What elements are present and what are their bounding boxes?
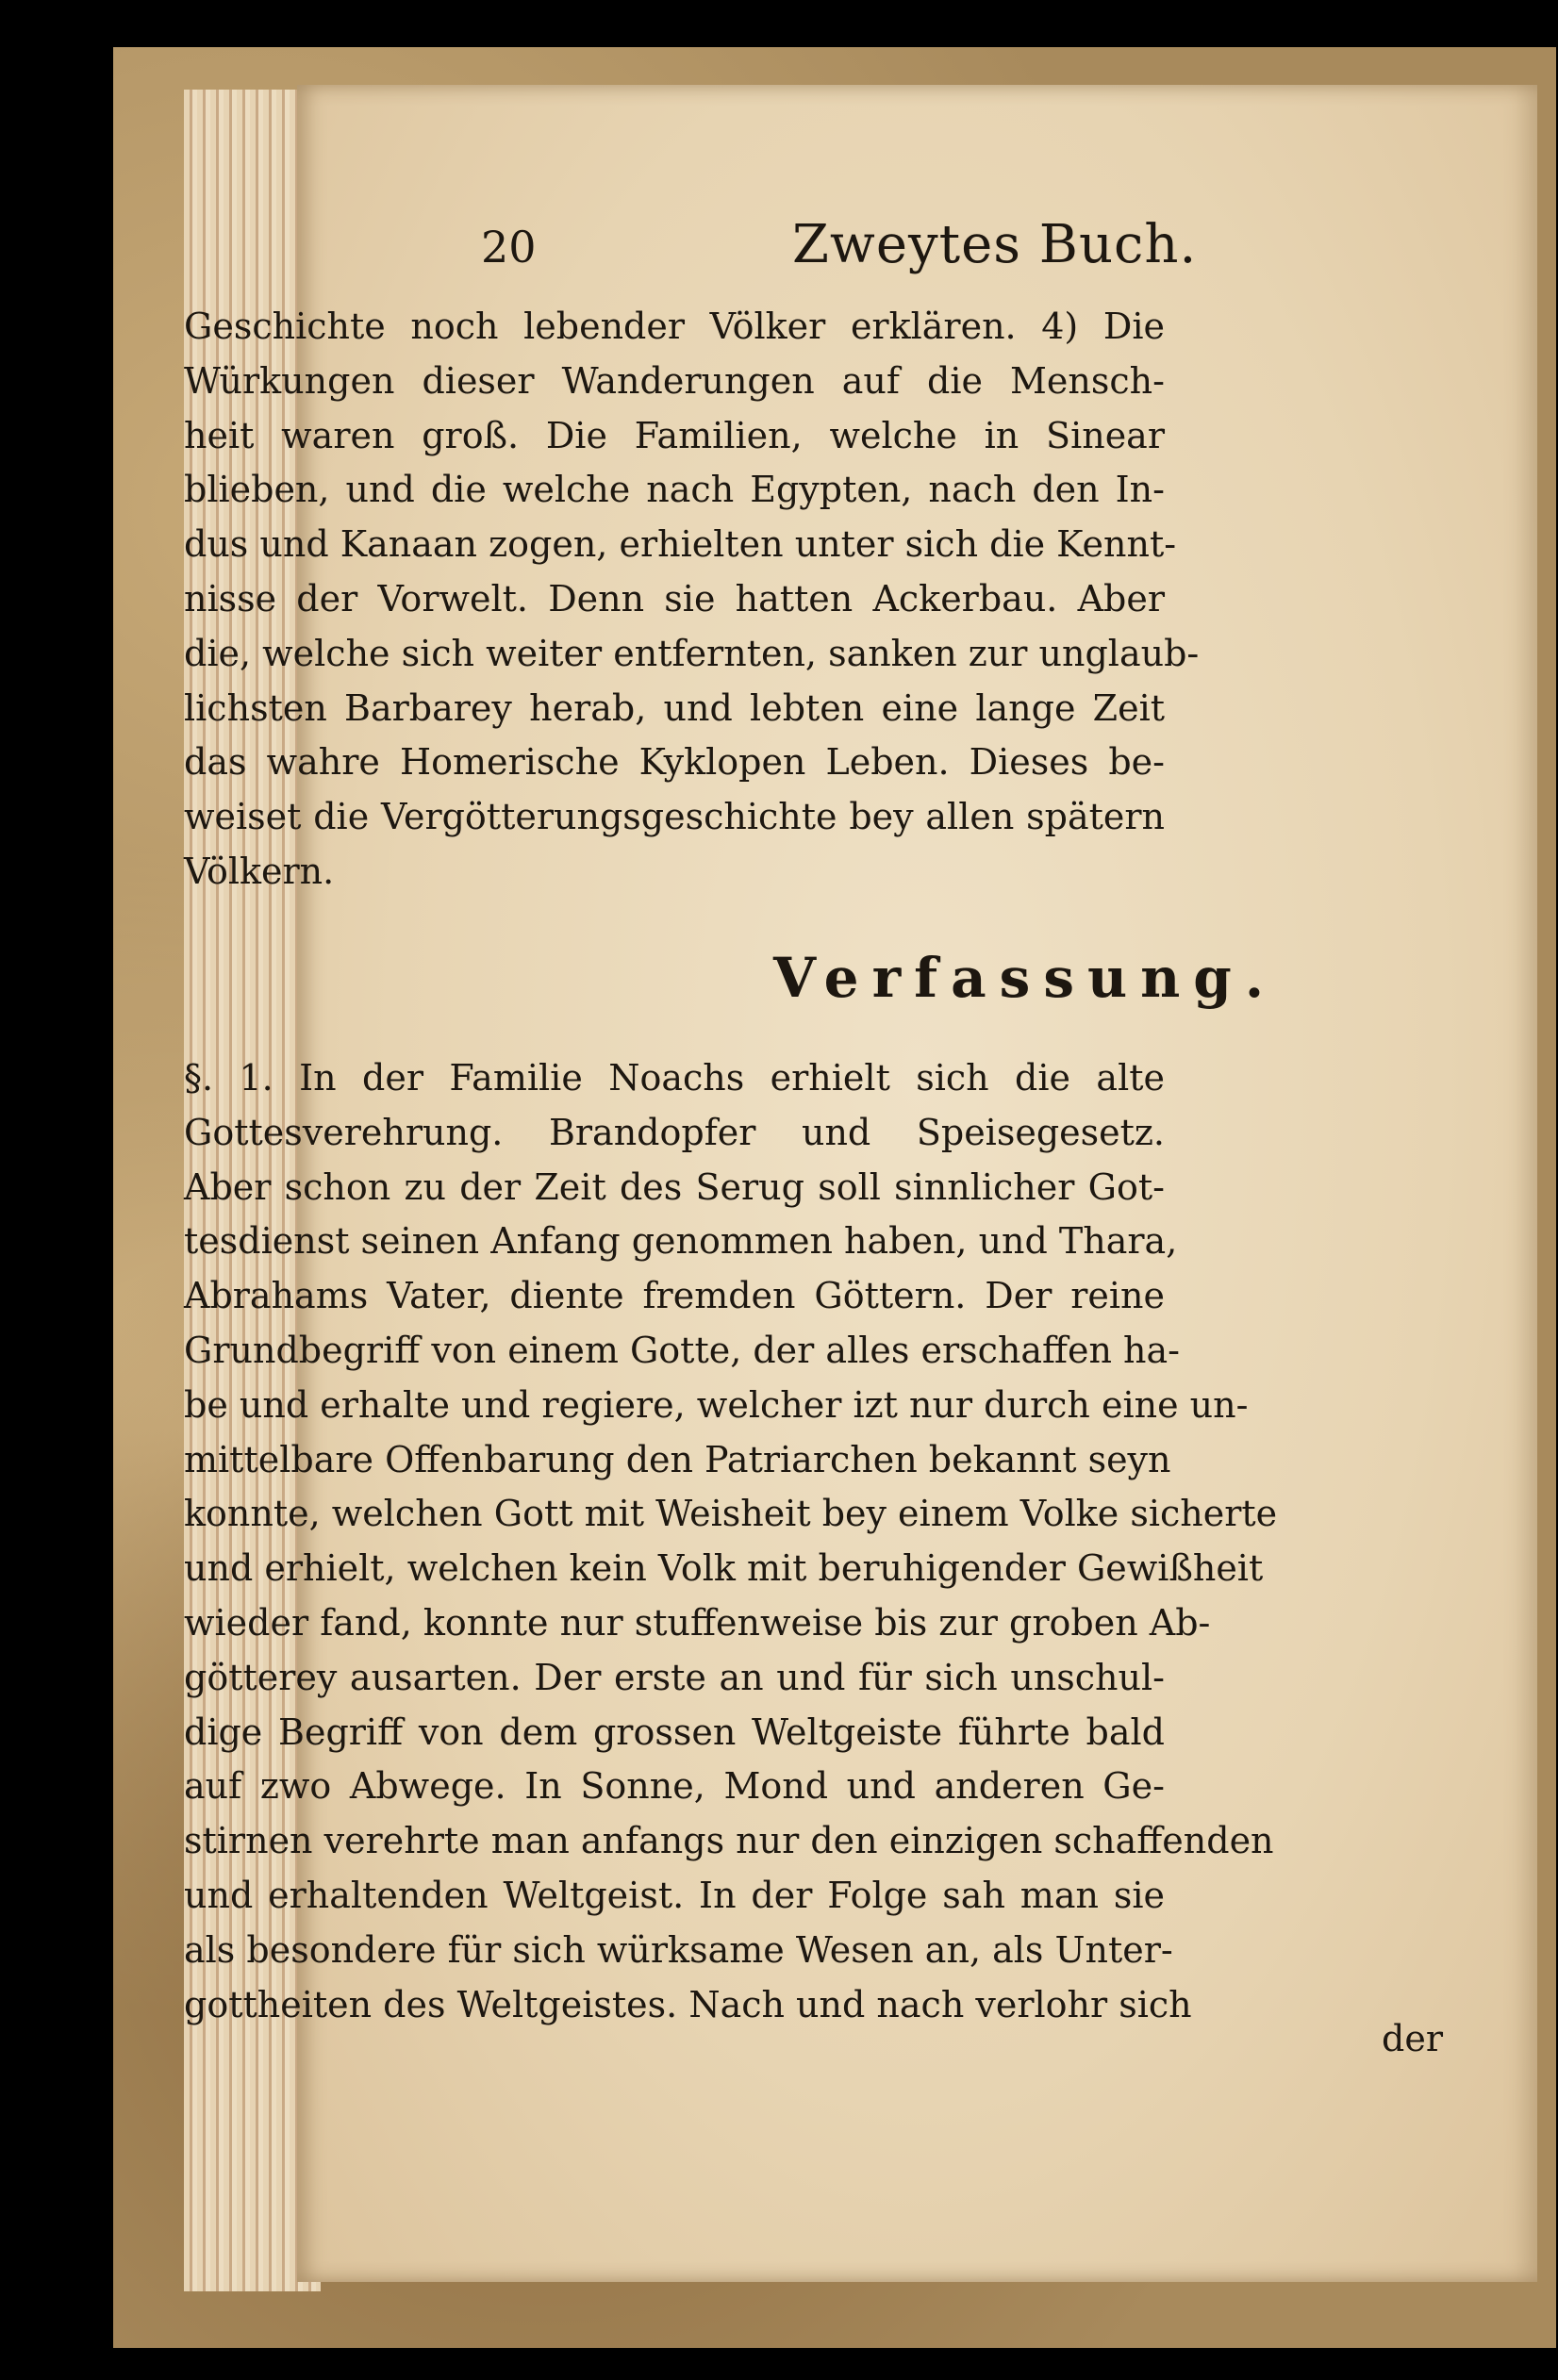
text-line: gottheiten des Weltgeistes. Nach und nach verlohr sich bbox=[184, 1983, 1192, 2025]
text-line: dus und Kanaan zogen, erhielten unter sich die Kennt- bbox=[184, 523, 1177, 566]
text-line: heit waren groß. Die Familien, welche in Sinear bbox=[184, 414, 1165, 456]
text-line: blieben, und die welche nach Egypten, nach den In- bbox=[184, 469, 1165, 511]
text-line: Abrahams Vater, diente fremden Göttern. Der reine bbox=[184, 1275, 1165, 1317]
text-line: tesdienst seinen Anfang genommen haben, und Thara, bbox=[184, 1220, 1178, 1263]
text-line: Gottesverehrung. Brandopfer und Speisegesetz. bbox=[184, 1111, 1165, 1153]
text-line: mittelbare Offenbarung den Patriarchen bekannt seyn bbox=[184, 1438, 1171, 1480]
text-line: konnte, welchen Gott mit Weisheit bey einem Volke sicherte bbox=[184, 1493, 1278, 1535]
text-line: Völkern. bbox=[184, 850, 335, 892]
text-line: Aber schon zu der Zeit des Serug soll sinnlicher Got- bbox=[184, 1165, 1165, 1208]
text-line: Geschichte noch lebender Völker erklären. 4) Die bbox=[184, 306, 1165, 347]
text-line: weiset die Vergötterungsgeschichte bey allen spätern bbox=[184, 796, 1165, 838]
text-line: lichsten Barbarey herab, und lebten eine lange Zeit bbox=[184, 686, 1165, 729]
text-line: und erhaltenden Weltgeist. In der Folge sah man sie bbox=[184, 1874, 1165, 1916]
text-line: §. 1. In der Familie Noachs erhielt sich die alte bbox=[184, 1057, 1165, 1099]
text-line: als besondere für sich würksame Wesen an, als Unter- bbox=[184, 1928, 1173, 1971]
text-line: götterey ausarten. Der erste an und für sich unschul- bbox=[184, 1656, 1165, 1698]
text-line: und erhielt, welchen kein Volk mit beruhigender Gewißheit bbox=[184, 1547, 1264, 1590]
running-title: Zweytes Buch. bbox=[792, 214, 1198, 275]
text-line: be und erhalte und regiere, welcher izt nur durch eine un- bbox=[184, 1383, 1249, 1426]
paragraph-2 bbox=[184, 1051, 1278, 2032]
text-line: auf zwo Abwege. In Sonne, Mond und anderen Ge- bbox=[184, 1765, 1165, 1808]
text-line: die, welche sich weiter entfernten, sanken zur unglaub- bbox=[184, 632, 1200, 674]
text-line: das wahre Homerische Kyklopen Leben. Dieses be- bbox=[184, 741, 1165, 784]
text-line: dige Begriff von dem grossen Weltgeiste führte bald bbox=[184, 1711, 1165, 1753]
text-line: stirnen verehrte man anfangs nur den einzigen schaffenden bbox=[184, 1820, 1274, 1862]
text-line: wieder fand, konnte nur stuffenweise bis zur groben Ab- bbox=[184, 1601, 1211, 1644]
catchword: der bbox=[1382, 2018, 1443, 2059]
section-heading: Verfassung. bbox=[773, 946, 1278, 1010]
page-header bbox=[481, 214, 1471, 278]
page-number: 20 bbox=[481, 222, 537, 273]
text-line: Grundbegriff von einem Gotte, der alles erschaffen ha- bbox=[184, 1329, 1181, 1371]
text-line: nisse der Vorwelt. Denn sie hatten Ackerbau. Aber bbox=[184, 577, 1165, 620]
paragraph-1 bbox=[184, 300, 1200, 900]
text-line: Würkungen dieser Wanderungen auf die Mensch- bbox=[184, 359, 1165, 402]
